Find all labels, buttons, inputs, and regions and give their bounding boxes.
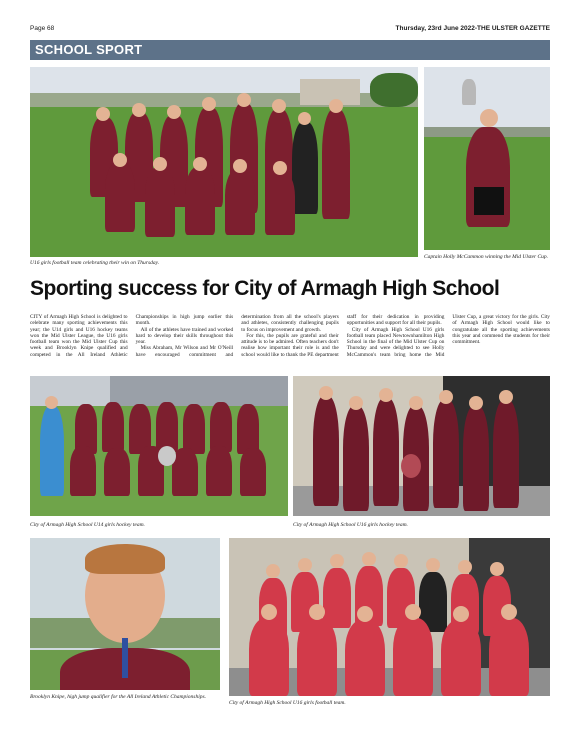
photo-u16-football-team xyxy=(229,538,550,696)
article-paragraph: All of the athletes have trained and worked hard to develop their skills throughout this year. xyxy=(135,326,234,346)
caption-u14-hockey: City of Armagh High School U14 girls hockey team. xyxy=(30,522,145,528)
caption-u16-football-team: City of Armagh High School U16 girls football team. xyxy=(229,700,346,706)
shield-trophy-icon xyxy=(401,454,421,478)
article-paragraph: City of Armagh High School U16 girls football team placed Newtownhamilton High School in the final of the Mid Ulster Cup on Thursday and were delighted to see Holly McCammon's team bring home the Mid Ulster Cup, a great victory for the girls. City of Armagh High School would like to congratulate all the sporting achievements this year and commend the students for their commitment. xyxy=(346,314,550,358)
photo-brooklyn-knipe xyxy=(30,538,220,690)
photo-captain-with-cup xyxy=(424,67,550,250)
page-number: Page 68 xyxy=(30,25,55,32)
article-paragraph: For this, the pupils are grateful and their attitude is to be admired. Often teachers don't realise how important their role is and the school would like to thank the PE department staff for their dedication in providing opportunities and support for all their pupils. xyxy=(241,314,445,358)
photo-u16-football-celebration xyxy=(30,67,418,257)
article-paragraph: Miss Abraham, Mr Wilson and Mr O'Neill have encouraged commitment and determination from all the school's players and athletes, consistently challenging pupils to focus on improvement and growth. xyxy=(135,314,339,358)
photo-u14-hockey xyxy=(30,376,288,516)
trophy-icon xyxy=(462,79,476,105)
article-body xyxy=(30,314,550,370)
headline: Sporting success for City of Armagh High School xyxy=(30,277,500,300)
caption-u16-football-celebration: U16 girls football team celebrating their win on Thursday. xyxy=(30,260,160,266)
section-title: SCHOOL SPORT xyxy=(30,40,550,60)
photo-u16-hockey xyxy=(293,376,550,516)
shield-trophy-icon xyxy=(158,446,176,466)
caption-brooklyn: Brooklyn Knipe, high jump qualifier for the All Ireland Athletic Championships. xyxy=(30,694,206,700)
article-paragraph: CITY of Armagh High School is delighted to celebrate many sporting achievements this year; the U14 girls and U16 hockey teams won the Mid Ulster League, the U16 girls football team won the Mid Ulster Cup this week and Brooklyn Knipe qualified and competed in the All Ireland Athletic Championships in high jump earlier this month. xyxy=(30,314,234,358)
caption-u16-hockey: City of Armagh High School U16 girls hockey team. xyxy=(293,522,408,528)
caption-captain: Captain Holly McCammon winning the Mid Ulster Cup. xyxy=(424,254,549,260)
dateline: Thursday, 23rd June 2022-THE ULSTER GAZETTE xyxy=(395,25,550,32)
